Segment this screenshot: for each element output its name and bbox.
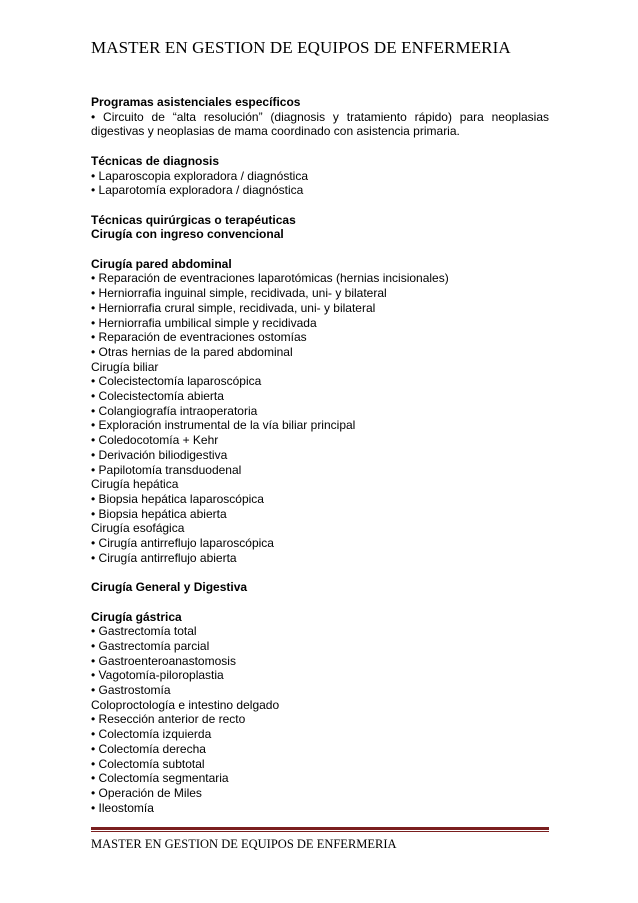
list-item: • Colectomía segmentaria <box>91 771 229 786</box>
section-heading-coloproctologia: Coloproctología e intestino delgado <box>91 697 280 712</box>
list-item: • Gastrostomía <box>91 683 171 698</box>
list-item: • Cirugía antirreflujo laparoscópica <box>91 536 274 551</box>
list-item: • Biopsia hepática laparoscópica <box>91 491 264 506</box>
list-item: • Ileostomía <box>91 800 154 815</box>
list-item: • Colectomía subtotal <box>91 756 205 771</box>
list-item: • Papilotomía transduodenal <box>91 462 242 477</box>
list-item: • Reparación de eventraciones ostomías <box>91 330 307 345</box>
page-header: MASTER EN GESTION DE EQUIPOS DE ENFERMERIA <box>91 38 511 57</box>
section-heading-esofagica: Cirugía esofágica <box>91 521 185 536</box>
list-item: • Colectomía izquierda <box>91 727 212 742</box>
list-item: • Gastroenteroanastomosis <box>91 653 236 668</box>
section-heading-biliar: Cirugía biliar <box>91 359 159 374</box>
programas-line-1: • Circuito de “alta resolución” (diagnosis y tratamiento rápido) para neoplasias <box>91 109 549 124</box>
list-item: • Exploración instrumental de la vía biliar principal <box>91 418 356 433</box>
list-item: • Herniorrafia crural simple, recidivada, uni- y bilateral <box>91 300 376 315</box>
list-item: • Colectomía derecha <box>91 741 206 756</box>
list-item: • Otras hernias de la pared abdominal <box>91 344 293 359</box>
footer-rule-thin <box>91 831 549 832</box>
list-item: • Colangiografía intraoperatoria <box>91 403 258 418</box>
list-item: • Reparación de eventraciones laparotómicas (hernias incisionales) <box>91 271 449 286</box>
section-heading-programas: Programas asistenciales específicos <box>91 95 301 109</box>
section-heading-tecnicas-diagnosis: Técnicas de diagnosis <box>91 153 220 168</box>
list-item: • Derivación biliodigestiva <box>91 447 228 462</box>
list-item: • Herniorrafia inguinal simple, recidivada, uni- y bilateral <box>91 286 387 301</box>
list-item: • Resección anterior de recto <box>91 712 246 727</box>
list-item: • Colecistectomía abierta <box>91 389 224 404</box>
list-item: • Vagotomía-piloroplastia <box>91 668 224 683</box>
list-item: • Gastrectomía parcial <box>91 638 210 653</box>
section-heading-gastrica: Cirugía gástrica <box>91 609 182 624</box>
list-item: • Laparoscopia exploradora / diagnóstica <box>91 168 309 183</box>
section-heading-hepatica: Cirugía hepática <box>91 477 179 492</box>
page-footer: MASTER EN GESTION DE EQUIPOS DE ENFERMERIA <box>91 837 397 851</box>
footer-rule-thick <box>91 827 549 830</box>
programas-line-2: digestivas y neoplasias de mama coordinado con asistencia primaria. <box>91 124 460 139</box>
list-item: • Herniorrafia umbilical simple y recidivada <box>91 315 317 330</box>
list-item: • Biopsia hepática abierta <box>91 506 227 521</box>
list-item: • Coledocotomía + Kehr <box>91 433 219 448</box>
list-item: • Operación de Miles <box>91 785 202 800</box>
list-item: • Cirugía antirreflujo abierta <box>91 550 237 565</box>
section-heading-general-digestiva: Cirugía General y Digestiva <box>91 580 248 595</box>
section-subheading-ingreso-convencional: Cirugía con ingreso convencional <box>91 227 284 242</box>
document-body <box>91 95 549 815</box>
list-item: • Gastrectomía total <box>91 624 197 639</box>
section-heading-tecnicas-quirurgicas: Técnicas quirúrgicas o terapéuticas <box>91 212 296 227</box>
list-item: • Laparotomía exploradora / diagnóstica <box>91 183 304 198</box>
list-item: • Colecistectomía laparoscópica <box>91 374 262 389</box>
section-heading-pared-abdominal: Cirugía pared abdominal <box>91 256 232 271</box>
